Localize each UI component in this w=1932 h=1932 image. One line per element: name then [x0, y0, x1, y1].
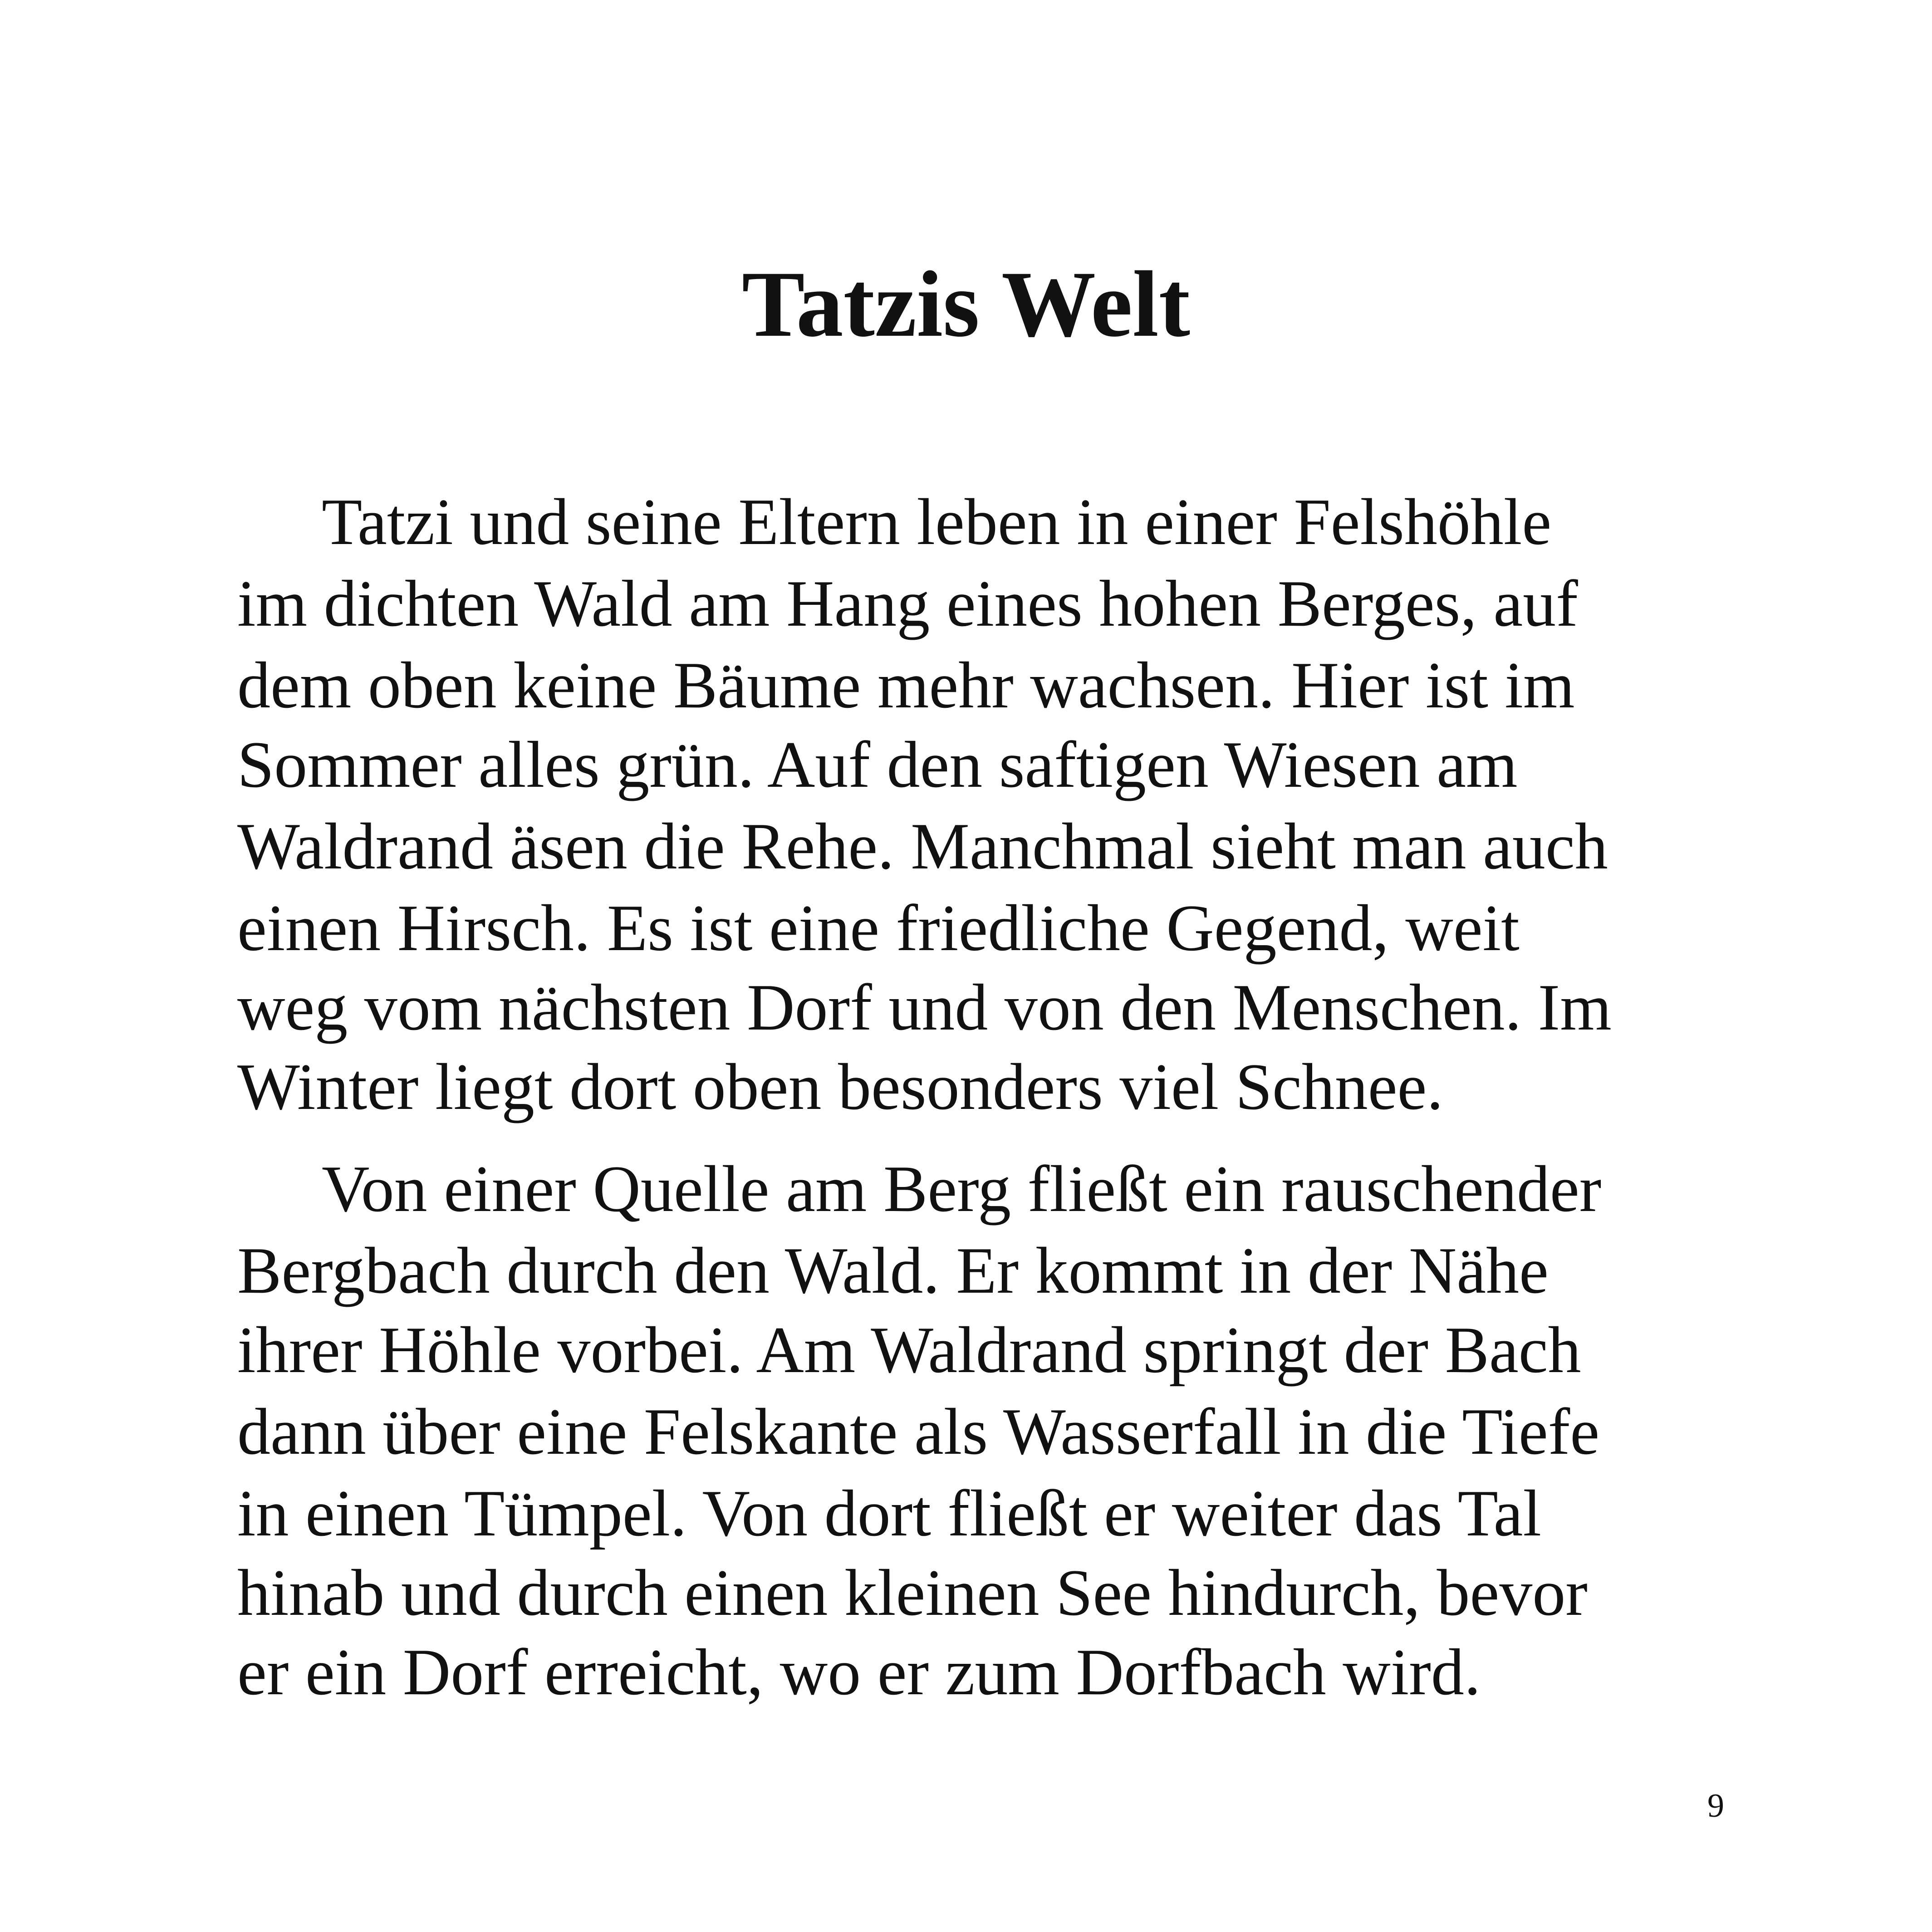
page-number: 9 [1707, 1787, 1724, 1824]
chapter-title: Tatzis Welt [741, 252, 1191, 356]
paragraph-line: weg vom nächsten Dorf und von den Menschen. Im [237, 971, 1612, 1044]
paragraph-line: Sommer alles grün. Auf den saftigen Wiesen am [237, 728, 1518, 801]
paragraph-line: Waldrand äsen die Rehe. Manchmal sieht man auch [237, 809, 1608, 883]
paragraph-line: ihrer Höhle vorbei. Am Waldrand springt der Bach [237, 1313, 1581, 1387]
paragraph-line: einen Hirsch. Es ist eine friedliche Gegend, weit [237, 891, 1520, 965]
paragraph-line: in einen Tümpel. Von dort fließt er weiter das Tal [237, 1476, 1542, 1550]
paragraph-line: Von einer Quelle am Berg fließt ein rauschender [322, 1152, 1602, 1226]
paragraph-line: Tatzi und seine Eltern leben in einer Felshöhle [322, 485, 1552, 559]
paragraph-line: im dichten Wald am Hang eines hohen Berges, auf [237, 567, 1578, 640]
paragraph-line: hinab und durch einen kleinen See hindurch, bevor [237, 1556, 1588, 1629]
paragraph-line: dem oben keine Bäume mehr wachsen. Hier ist im [237, 648, 1575, 722]
paragraph-line: er ein Dorf erreicht, wo er zum Dorfbach wird. [237, 1635, 1481, 1709]
paragraph-line: dann über eine Felskante als Wasserfall in die Tiefe [237, 1395, 1600, 1468]
paragraph-line: Bergbach durch den Wald. Er kommt in der Nähe [237, 1234, 1549, 1307]
paragraph-line: Winter liegt dort oben besonders viel Schnee. [237, 1050, 1443, 1123]
